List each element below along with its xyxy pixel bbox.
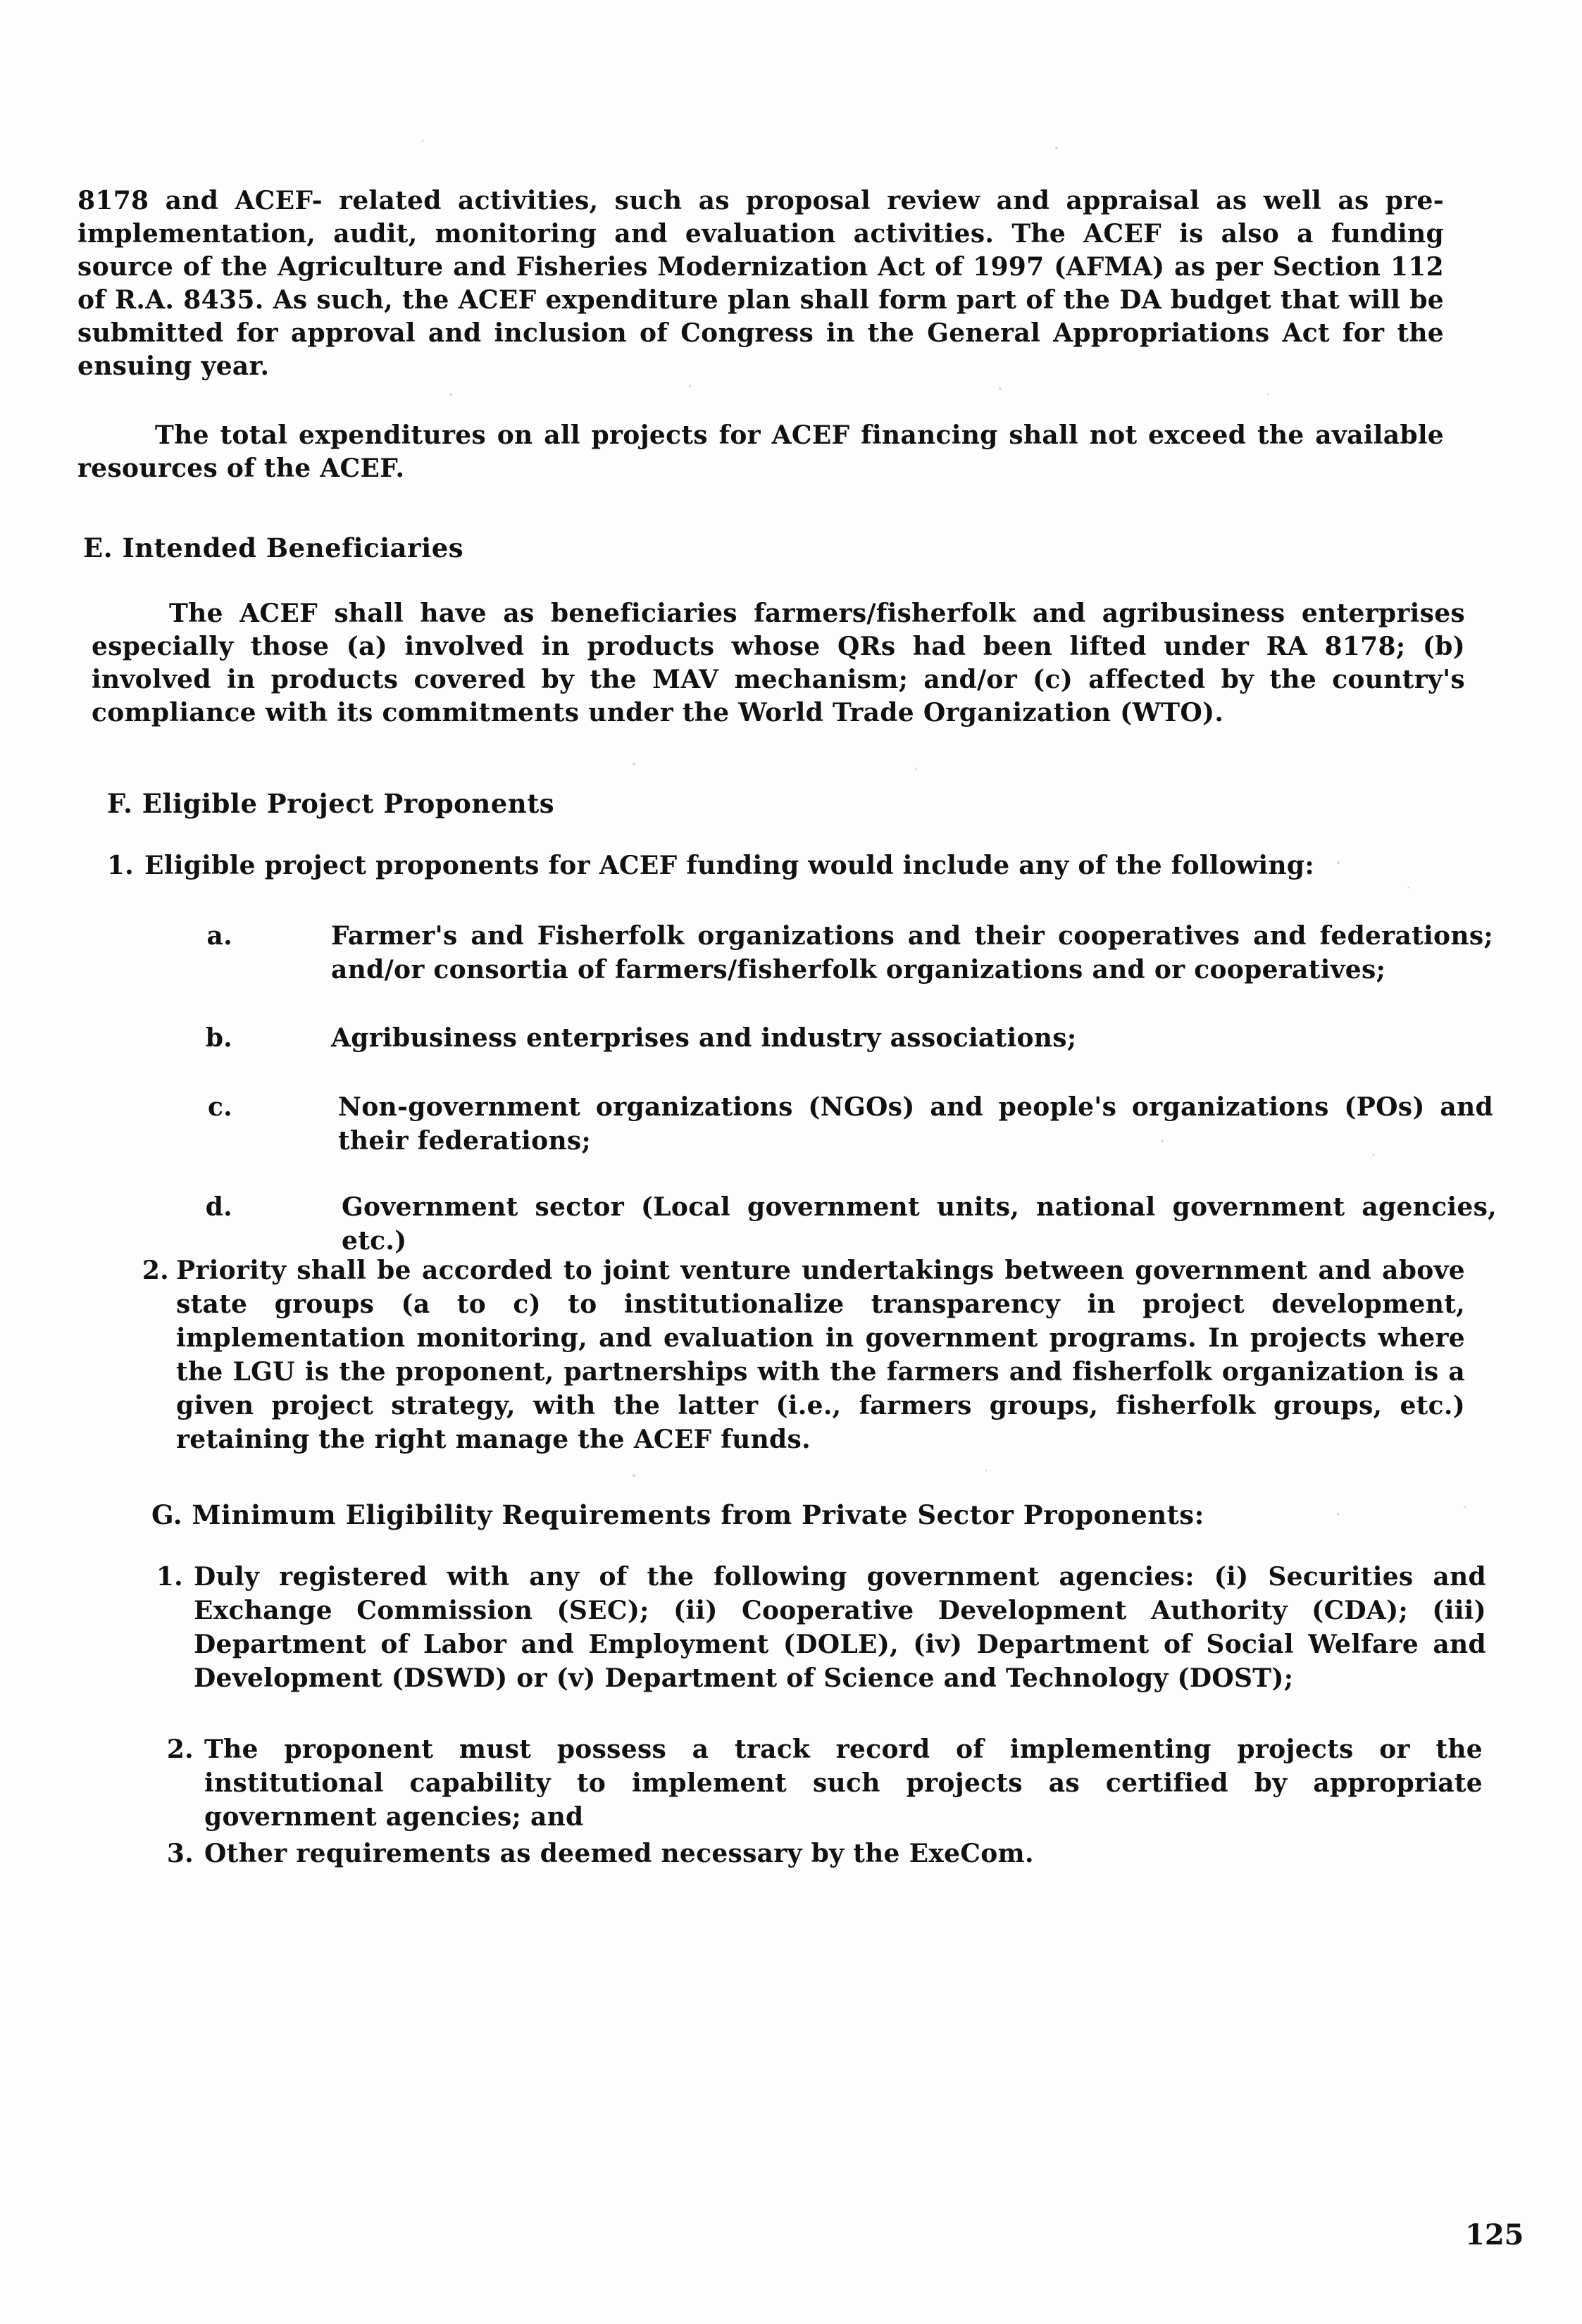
section-e-paragraph bbox=[92, 597, 1465, 730]
item-text: The proponent must possess a track record of implementing projects or the institutional capability to implement such projects as certified by appropriate government agencies; and bbox=[204, 1735, 1483, 1832]
section-e-heading: E. Intended Beneficiaries bbox=[83, 532, 464, 563]
item-number: 1. bbox=[106, 851, 134, 880]
section-g-heading: G. Minimum Eligibility Requirements from Private Sector Proponents: bbox=[151, 1499, 1204, 1530]
section-g-item-3 bbox=[151, 1837, 1490, 1879]
subitem-label: b. bbox=[205, 1023, 232, 1053]
section-d-paragraph-2 bbox=[77, 419, 1444, 485]
subitem-text: Non-government organizations (NGOs) and people's organizations (POs) and their federations; bbox=[338, 1092, 1493, 1156]
section-g-item-2 bbox=[151, 1732, 1490, 1832]
section-d-paragraph-1: 8178 and ACEF- related activities, such as proposal review and appraisal as well as pre-implementation, audit, monitoring and evaluation activities. The ACEF is also a funding source of the Agriculture and Fisheries Modernization Act of 1997 (AFMA) as per Section 112 of R.A. 8435. As such, the ACEF expenditure plan shall form part of the DA budget that will be submitted for approval and inclusion of Congress in the General Appropriations Act for the ensuing year. bbox=[77, 186, 1444, 381]
subitem-text: Farmer's and Fisherfolk organizations and their cooperatives and federations; and/or consortia of farmers/fisherfolk organizations and or cooperatives; bbox=[331, 921, 1493, 985]
section-f-heading: F. Eligible Project Proponents bbox=[107, 788, 555, 819]
section-f-item-1 bbox=[92, 849, 1458, 891]
item-number: 3. bbox=[166, 1839, 194, 1868]
section-f-subitem-a bbox=[190, 919, 1500, 997]
item-text: Duly registered with any of the following government agencies: (i) Securities and Exchange Commission (SEC); (ii) Cooperative Development Authority (CDA); (iii) Department of Labor and Employment (DOLE), (iv) Department of Social Welfare and Development (DSWD) or (v) Department of Science and Technology (DOST); bbox=[194, 1562, 1486, 1693]
item-text: Priority shall be accorded to joint venture undertakings between government and above state groups (a to c) to institutionalize transparency in project development, implementation monitoring, and evaluation in government programs. In projects where the LGU is the proponent, partnerships with the farmers and fisherfolk organization is a given project strategy, with the latter (i.e., farmers groups, fisherfolk groups, etc.) retaining the right manage the ACEF funds. bbox=[176, 1256, 1465, 1454]
item-number: 2. bbox=[142, 1256, 169, 1285]
section-d-paragraph-2-text: The total expenditures on all projects for ACEF financing shall not exceed the available resources of the ACEF. bbox=[77, 420, 1444, 483]
section-f-subitem-c bbox=[190, 1090, 1500, 1168]
subitem-text: Government sector (Local government units, national government agencies, etc.) bbox=[342, 1192, 1497, 1256]
item-text: Other requirements as deemed necessary by the ExeCom. bbox=[204, 1839, 1034, 1868]
subitem-label: d. bbox=[205, 1192, 232, 1222]
section-g-item-1 bbox=[141, 1560, 1493, 1708]
section-f-item-2 bbox=[127, 1254, 1493, 1465]
subitem-text: Agribusiness enterprises and industry associations; bbox=[331, 1023, 1077, 1053]
subitem-label: a. bbox=[206, 921, 232, 951]
section-f-subitem-b bbox=[190, 1021, 1500, 1063]
section-e-paragraph-text: The ACEF shall have as beneficiaries farmers/fisherfolk and agribusiness enterprises especially those (a) involved in products whose QRs had been lifted under RA 8178; (b) involved in products covered by the MAV mechanism; and/or (c) affected by the country's compliance with its commitments under the World Trade Organization (WTO). bbox=[92, 599, 1465, 727]
item-text: Eligible project proponents for ACEF funding would include any of the following: bbox=[144, 851, 1314, 880]
subitem-label: c. bbox=[207, 1092, 232, 1122]
item-number: 1. bbox=[156, 1562, 183, 1592]
item-number: 2. bbox=[166, 1735, 194, 1764]
section-f-subitem-d bbox=[190, 1190, 1500, 1256]
page-number: 125 bbox=[1465, 2218, 1524, 2251]
